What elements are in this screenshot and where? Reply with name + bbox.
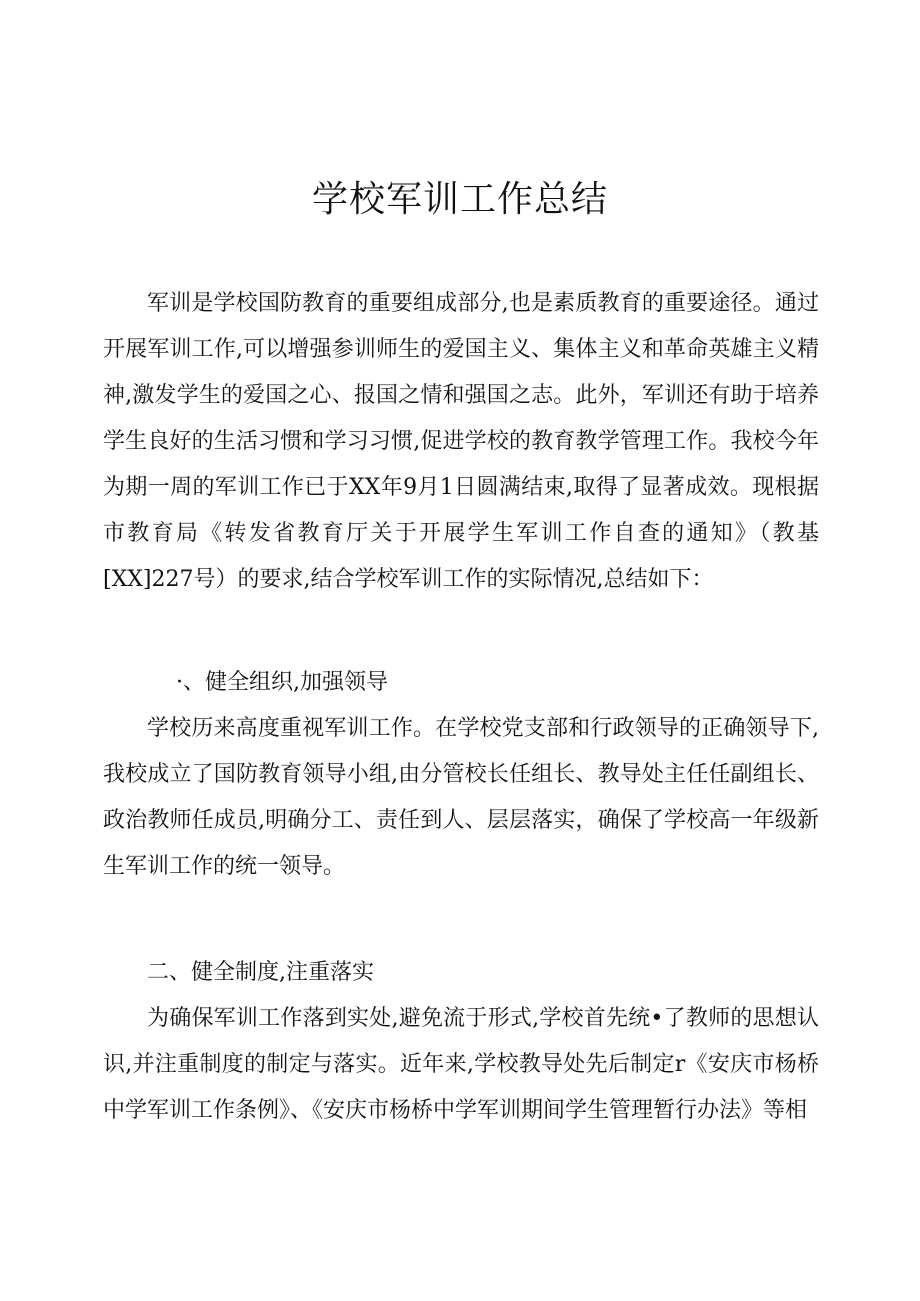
document-title: 学校军训工作总结	[311, 179, 608, 220]
section-1-paragraph-block	[103, 706, 819, 890]
section-1-paragraph: 学校历来高度重视军训工作。在学校党支部和行政领导的正确领导下,我校成立了国防教育领导小组,由分管校长任组长、教导处主任任副组长、政治教师任成员,明确分工、责任到人、层层落实，确保了学校高一年级新生军训工作的统一领导。	[103, 716, 819, 879]
intro-paragraph-block	[103, 281, 819, 603]
section-heading-2: 二、健全制度,注重落实	[147, 960, 374, 985]
section-2-paragraph: 为确保军训工作落到实处,避免流于形式,学校首先统•了教师的思想认识,并注重制度的制定与落实。近年来,学校教导处先后制定r《安庆市杨桥中学军训工作条例》、《安庆市杨桥中学军训期间学生管理暂行办法》等相	[103, 1006, 819, 1123]
intro-paragraph: 军训是学校国防教育的重要组成部分,也是素质教育的重要途径。通过开展军训工作,可以增强参训师生的爱国主义、集体主义和革命英雄主义精神,激发学生的爱国之心、报国之情和强国之志。此外，军训还有助于培养学生良好的生活习惯和学习习惯,促进学校的教育教学管理工作。我校今年为期一周的军训工作已于XX年9月1日圆满结束,取得了显著成效。现根据市教育局《转发省教育厅关于开展学生军训工作自查的通知》（教基[XX]227号）的要求,结合学校军训工作的实际情况,总结如下：	[103, 291, 819, 592]
section-heading-1: ·、健全组织,加强领导	[176, 670, 388, 695]
section-2-paragraph-block	[103, 996, 819, 1134]
